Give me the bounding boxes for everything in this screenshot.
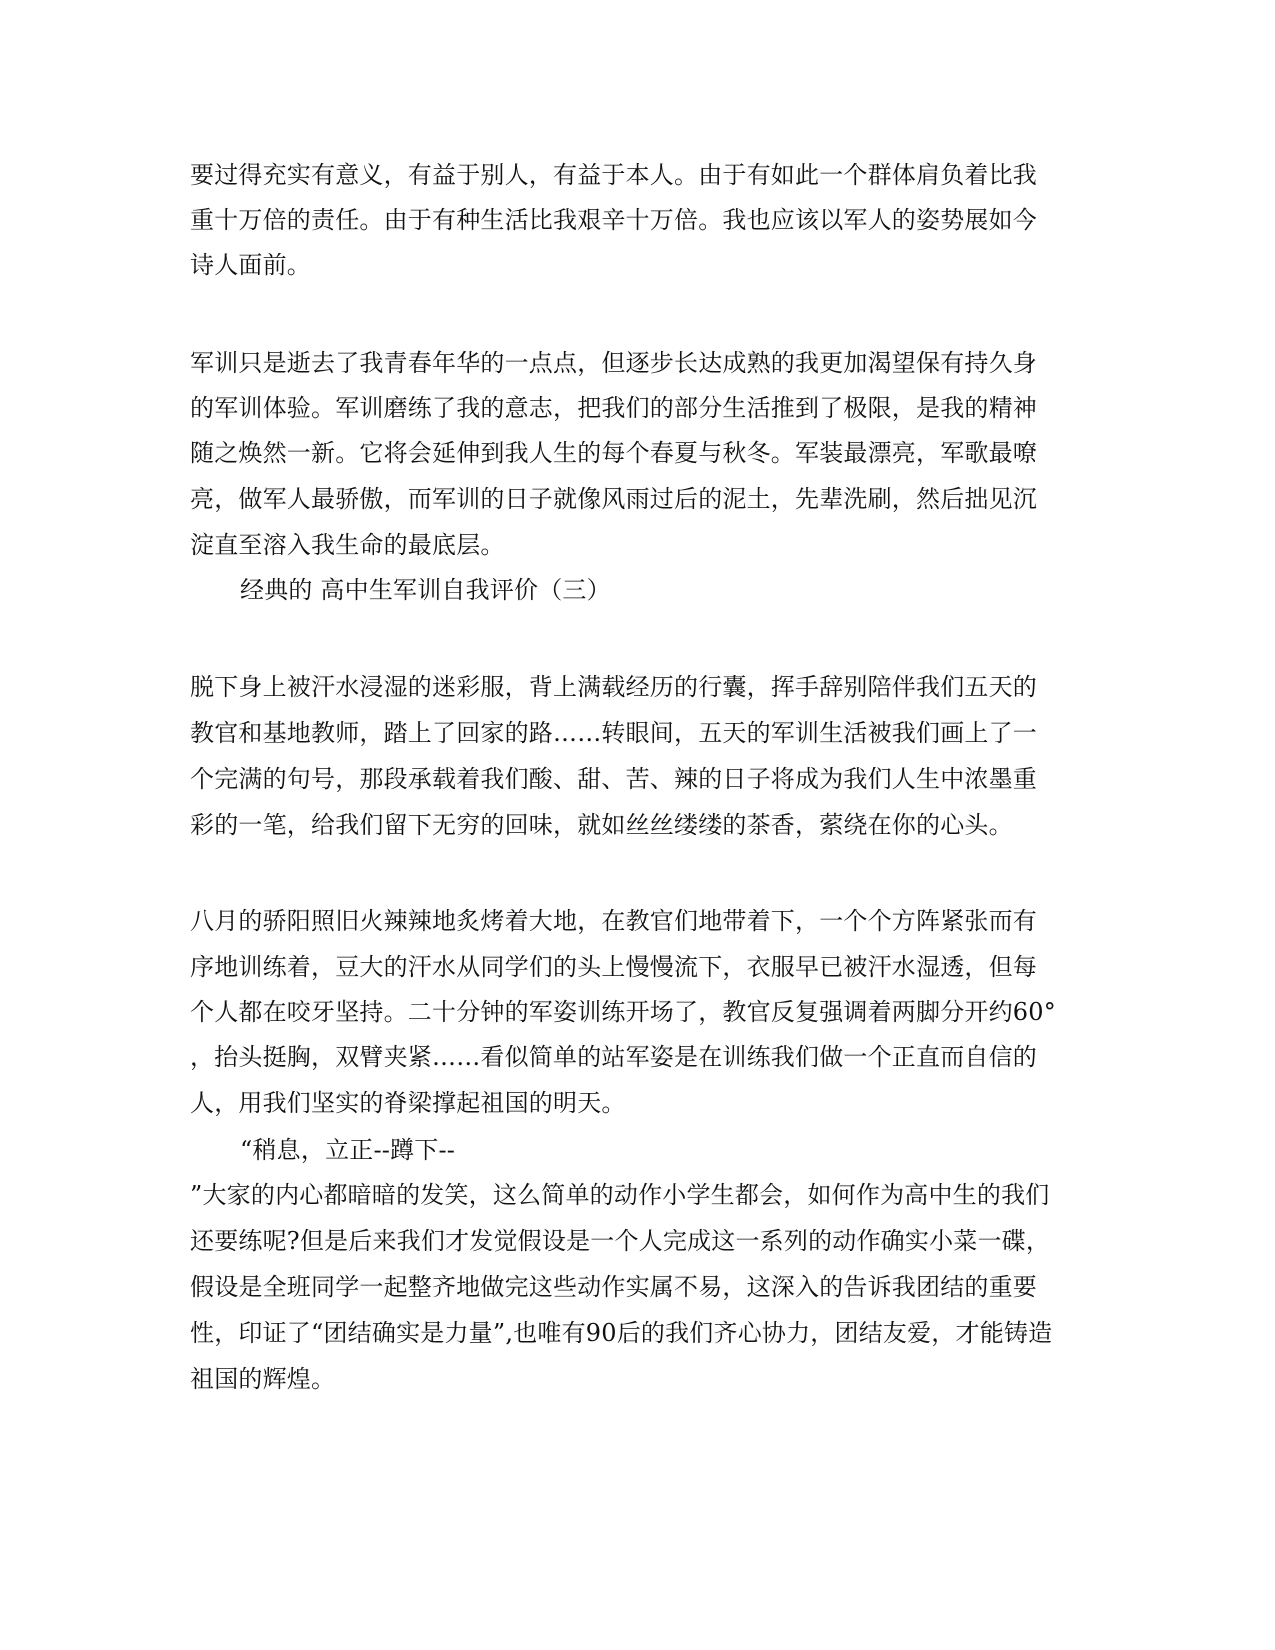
text-line: 要过得充实有意义，有益于别人，有益于本人。由于有如此一个群体肩负着比我 — [190, 161, 1037, 189]
text-line: 重十万倍的责任。由于有种生活比我艰辛十万倍。我也应该以军人的姿势展如今 — [190, 206, 1037, 234]
text-line: ，抬头挺胸，双臂夹紧……看似简单的站军姿是在训练我们做一个正直而自信的 — [190, 1043, 1037, 1071]
text-line: 军训只是逝去了我青春年华的一点点，但逐步长达成熟的我更加渴望保有持久身 — [190, 349, 1037, 377]
text-line: 个人都在咬牙坚持。二十分钟的军姿训练开场了，教官反复强调着两脚分开约60° — [190, 998, 1056, 1026]
text-line: 个完满的句号，那段承载着我们酸、甜、苦、辣的日子将成为我们人生中浓墨重 — [190, 765, 1037, 793]
text-line: 祖国的辉煌。 — [190, 1365, 336, 1393]
text-line: 亮，做军人最骄傲，而军训的日子就像风雨过后的泥土，先辈洗刷，然后拙见沉 — [190, 485, 1037, 513]
text-line: ”大家的内心都暗暗的发笑，这么简单的动作小学生都会，如何作为高中生的我们 — [190, 1181, 1050, 1209]
text-line: 教官和基地教师，踏上了回家的路……转眼间，五天的军训生活被我们画上了一 — [190, 719, 1037, 747]
text-line: 脱下身上被汗水浸湿的迷彩服，背上满载经历的行囊，挥手辞别陪伴我们五天的 — [190, 673, 1037, 701]
text-line: 序地训练着，豆大的汗水从同学们的头上慢慢流下，衣服早已被汗水湿透，但每 — [190, 953, 1037, 981]
text-line: 淀直至溶入我生命的最底层。 — [190, 531, 505, 559]
text-line: 还要练呢?但是后来我们才发觉假设是一个人完成这一系列的动作确实小菜一碟， — [190, 1227, 1051, 1255]
text-line: 八月的骄阳照旧火辣辣地炙烤着大地，在教官们地带着下，一个个方阵紧张而有 — [190, 907, 1037, 935]
section-heading: 经典的 高中生军训自我评价（三） — [240, 576, 611, 604]
text-line: 的军训体验。军训磨练了我的意志，把我们的部分生活推到了极限，是我的精神 — [190, 394, 1037, 422]
text-line: 假设是全班同学一起整齐地做完这些动作实属不易，这深入的告诉我团结的重要 — [190, 1273, 1037, 1301]
text-line: 人，用我们坚实的脊梁撑起祖国的明天。 — [190, 1089, 626, 1117]
text-line: “稍息，立正--蹲下-- — [240, 1136, 456, 1164]
text-line: 诗人面前。 — [190, 251, 311, 279]
text-line: 随之焕然一新。它将会延伸到我人生的每个春夏与秋冬。军装最漂亮，军歌最嘹 — [190, 439, 1037, 467]
text-line: 性，印证了“团结确实是力量”,也唯有90后的我们齐心协力，团结友爱，才能铸造 — [190, 1319, 1053, 1347]
text-line: 彩的一笔，给我们留下无穷的回味，就如丝丝缕缕的茶香，萦绕在你的心头。 — [190, 811, 1013, 839]
